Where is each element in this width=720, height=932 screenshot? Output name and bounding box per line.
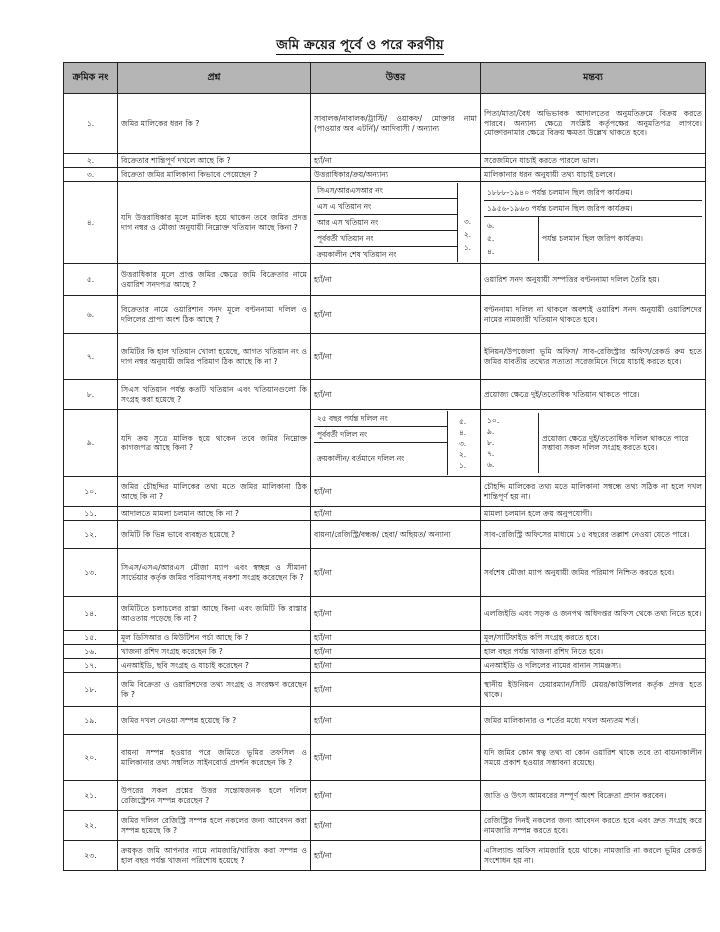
row-number: ৭. bbox=[64, 334, 118, 380]
row-remark: সরেজমিনে যাচাই করতে পারলে ভাল। bbox=[481, 154, 706, 168]
sub-answer: ২৫ বছর পর্যন্ত দলিল নং bbox=[314, 411, 448, 427]
sub-number: ৩. bbox=[459, 439, 467, 448]
row-number: ২০. bbox=[64, 735, 118, 781]
sub-number: ১. bbox=[459, 461, 467, 470]
row-remark: যদি জমির কোন স্বত্ব তথ্য বা কোন ওয়ারিশ থাকে তবে তা বায়নাকালীন সময়ে প্রকাশ হওয়ার সম্ভাবনা রয়েছে। bbox=[481, 735, 706, 781]
remark-number: ১০. bbox=[487, 416, 500, 425]
row-question: যদি ক্রয় সূত্রে মালিক হয়ে থাকেন তবে জমির নিম্নোক্ত কাগজপত্র আছে কিনা ? bbox=[118, 410, 311, 477]
sub-answer: ক্রয়কালীন শেষ খতিয়ান নং bbox=[317, 249, 397, 259]
sub-number: ৩. bbox=[463, 217, 472, 226]
sub-number: ৫. bbox=[459, 417, 467, 426]
row-remark: এলজিইডি এবং সড়ক ও জনপথ অধিদপ্তর অফিস থেকে তথ্য নিতে হবে। bbox=[481, 597, 706, 631]
row-number: ১৪. bbox=[64, 597, 118, 631]
sub-number: ২. bbox=[463, 230, 472, 239]
row-answer: সাবালক/নাবালক/ট্রাস্টি/ ওয়াকফ/ মোক্তার নামা (পাওয়ার অব এটর্নি)/ আদিবাসী / অন্যান্য bbox=[311, 94, 481, 154]
header-answer: উত্তর bbox=[311, 63, 481, 94]
row-question: যদি উত্তরাধিকার মূলে মালিক হয়ে থাকেন তবে জমির প্রদত্ত দাগ নম্বর ও মৌজা অনুযায়ী নিম্নোক্ত খতিয়ান আছে কিনা ? bbox=[118, 182, 311, 264]
header-question: প্রশ্ন bbox=[118, 63, 311, 94]
row-remark-group bbox=[481, 182, 706, 264]
row-question: জমিটি কি ভিন্ন ভাবে ব্যবহৃত হয়েছে ? bbox=[118, 521, 311, 549]
row-remark-group bbox=[481, 410, 706, 477]
row-number: ১. bbox=[64, 94, 118, 154]
row-question: আদালতে মামলা চলমান আছে কি না ? bbox=[118, 507, 311, 521]
table-header-row bbox=[64, 63, 706, 94]
remark-text: পর্যন্ত চলমান ছিল জরিপ কার্যক্রম। bbox=[542, 233, 644, 243]
table-row bbox=[64, 477, 706, 507]
table-row bbox=[64, 597, 706, 631]
row-question: জমির চৌহদ্দির মালিকের তথ্য মতে জমির মালিকানা ঠিক আছে কি না ? bbox=[118, 477, 311, 507]
remark-number: ৮. bbox=[487, 438, 495, 447]
table-row bbox=[64, 521, 706, 549]
table-row bbox=[64, 673, 706, 707]
row-remark: চৌহদ্দি মালিকের তথ্য মতে মালিকানা সম্বন্ধে তথ্য সঠিক না হলে দখল শান্তিপূর্ণ হয় না। bbox=[481, 477, 706, 507]
remark-number: ৪. bbox=[487, 246, 495, 256]
row-answer: হ্যাঁ/না bbox=[311, 597, 481, 631]
table-row bbox=[64, 811, 706, 841]
row-answer: হ্যাঁ/না bbox=[311, 735, 481, 781]
header-sl: ক্রমিক নং bbox=[64, 63, 118, 94]
table-row bbox=[64, 380, 706, 410]
row-remark: রেজিস্ট্রির দিনই নকলের জন্য আবেদন করতে হবে এবং দ্রুত সংগ্রহ করে নামজারি সম্পন্ন করতে হবে। bbox=[481, 811, 706, 841]
row-question: জমির দখল নেওয়া সম্পন্ন হয়েছে কি ? bbox=[118, 707, 311, 735]
row-number: ১২. bbox=[64, 521, 118, 549]
row-number: ১৭. bbox=[64, 659, 118, 673]
table-row bbox=[64, 781, 706, 811]
table-row bbox=[64, 168, 706, 182]
row-remark: ওয়ারিশ সনদ অনুযায়ী সম্পত্তির বণ্টননামা দলিল তৈরি হয়। bbox=[481, 264, 706, 296]
sub-answer: এস এ খতিয়ান নং bbox=[314, 199, 457, 215]
remark-text: প্রয়োজ্য ক্ষেত্রে দুই/ততোধিক দলিল থাকতে পারে সম্ভাব্য সকল দলিল সংগ্রহ করতে হবে। bbox=[542, 433, 689, 452]
row-answer: উত্তরাধিকার/ক্রয়/অন্যান্য bbox=[311, 168, 481, 182]
sub-answer: পূর্ববর্তী খতিয়ান নং bbox=[314, 231, 457, 247]
table-row bbox=[64, 94, 706, 154]
row-remark: পিতা/মাতা/বৈধ অভিভাবক আদালতের অনুমতিক্রমে বিক্রয় করতে পারবে। অন্যান্য ক্ষেত্রে সংশ্লিষ্ট কর্তৃপক্ষের অনুমতিপত্র লাগবে। মোক্তারনামার ক্ষেত্রে বিক্রয় ক্ষমতা উল্লেখ থাকতে হবে। bbox=[481, 94, 706, 154]
row-remark: সাব-রেজিস্ট্রি অফিসের মাধ্যমে ১৫ বছরের তল্লাশ নেওয়া যেতে পারে। bbox=[481, 521, 706, 549]
sub-answer: ক্রয়কালীন/ বর্তমানে দলিল নং bbox=[317, 454, 405, 464]
table-row bbox=[64, 334, 706, 380]
row-question: বায়না সম্পন্ন হওয়ার পরে জমিতে ভূমির তফসিল ও মালিকানার তথ্য সম্বলিত সাইনবোর্ড প্রদর্শন করেছেন কি ? bbox=[118, 735, 311, 781]
row-remark: স্থানীয় ইউনিয়ন চেয়ারম্যান/সিটি মেয়র/কাউন্সিলর কর্তৃক প্রদত্ত হতে থাকে। bbox=[481, 673, 706, 707]
row-question: বিক্রেতার নামে ওয়ারিশান সনদ মূলে বণ্টননামা দলিল ও দলিলের প্রাপ্য অংশ ঠিক আছে ? bbox=[118, 296, 311, 334]
row-remark: প্রয়োজ্য ক্ষেত্রে দুই/ততোধিক খতিয়ান থাকতে পারে। bbox=[481, 380, 706, 410]
row-answer: হ্যাঁ/না bbox=[311, 631, 481, 645]
remark-number: ৫. bbox=[487, 233, 495, 243]
row-remark: বণ্টননামা দলিল না থাকলে অবশ্যই ওয়ারিশ সনদ অনুযায়ী ওয়ারিশদের নামের নামজারী খতিয়ান থাকতে হবে। bbox=[481, 296, 706, 334]
row-answer: হ্যাঁ/না bbox=[311, 154, 481, 168]
remark-number: ৬. bbox=[487, 220, 495, 230]
row-number: ১০. bbox=[64, 477, 118, 507]
page-title: জমি ক্রয়ের পূর্বে ও পরে করণীয় bbox=[276, 38, 444, 53]
table-row bbox=[64, 707, 706, 735]
remark-line: ১৮৮৮-১৯৪০ পর্যন্ত চলমান ছিল জরিপ কার্যক্রম। bbox=[484, 185, 702, 201]
row-answer: হ্যাঁ/না bbox=[311, 296, 481, 334]
row-number: ১৮. bbox=[64, 673, 118, 707]
row-number: ২১. bbox=[64, 781, 118, 811]
row-question: জমি বিক্রেতা ও ওয়ারিশদের তথ্য সংগ্রহ ও সংরক্ষণ করেছেন কি ? bbox=[118, 673, 311, 707]
row-question: বিক্রেতা জমির মালিকানা কিভাবে পেয়েছেন ? bbox=[118, 168, 311, 182]
row-question: জমিটির কি হাল খতিয়ান খোলা হয়েছে, আগত খতিয়ান নং ও দাগ নম্বর অনুযায়ী জমির পরিমাণ ঠিক আছে কি না ? bbox=[118, 334, 311, 380]
row-question: খাজনা রশিদ সংগ্রহ করেছেন কি ? bbox=[118, 645, 311, 659]
sub-answer: সিএস/আরএসআর নং bbox=[314, 183, 457, 199]
table-row bbox=[64, 735, 706, 781]
table-row bbox=[64, 507, 706, 521]
row-answer: হ্যাঁ/না bbox=[311, 811, 481, 841]
row-question: উত্তরাধিকার মূলে প্রাপ্ত জমির ক্ষেত্রে জমি বিক্রেতার নামে ওয়ারিশ সনদপত্র আছে ? bbox=[118, 264, 311, 296]
row-number: ১১. bbox=[64, 507, 118, 521]
row-answer: হ্যাঁ/না bbox=[311, 264, 481, 296]
row-number: ২৩. bbox=[64, 841, 118, 871]
row-question: উপরের সকল প্রশ্নের উত্তর সন্তোষজনক হলে দলিল রেজিস্ট্রেশন সম্পন্ন করেছেন ? bbox=[118, 781, 311, 811]
row-remark: মালিকানার ধরন অনুযায়ী তথ্য যাচাই চলবে। bbox=[481, 168, 706, 182]
remark-number: ৬. bbox=[487, 460, 495, 469]
row-number: ২. bbox=[64, 154, 118, 168]
row-remark: ইনিয়ন/উপজেলা ভূমি অফিস/ সাব-রেজিস্ট্রার অফিস/রেকর্ড রুম হতে জমির যাবতীয় তথ্যের সত্যতা সরেজমিনে গিয়ে যাচাই করতে হবে। bbox=[481, 334, 706, 380]
row-number: ৮. bbox=[64, 380, 118, 410]
row-number: ১৬. bbox=[64, 645, 118, 659]
row-remark: মামলা চলমান হলে ক্রয় অনুপযোগী। bbox=[481, 507, 706, 521]
row-number: ৬. bbox=[64, 296, 118, 334]
row-number: ৫. bbox=[64, 264, 118, 296]
table-row bbox=[64, 296, 706, 334]
row-answer: বায়না/রেজিস্ট্রি/বন্ধক/ হেবা/ অছিয়ত/ অন্যান্য bbox=[311, 521, 481, 549]
row-number: ২২. bbox=[64, 811, 118, 841]
row-question: বিক্রেতার শান্তিপূর্ণ দখলে আছে কি ? bbox=[118, 154, 311, 168]
row-question: জমির দলিল রেজিস্ট্রি সম্পন্ন হলে নকলের জন্য আবেদন করা সম্পন্ন হয়েছে কি ? bbox=[118, 811, 311, 841]
row-remark: মূল/সার্টিফাইড কপি সংগ্রহ করতে হবে। bbox=[481, 631, 706, 645]
row-question: সিএস খতিয়ান পর্যন্ত কতটি খতিয়ান এবং খতিয়ানগুলো কি সংগ্রহ করা হয়েছে ? bbox=[118, 380, 311, 410]
sub-answer: পূর্ববর্তী দলিল নং bbox=[314, 427, 448, 443]
row-remark: সর্বশেষ মৌজা ম্যাপ অনুযায়ী জমির পরিমাপ নিশ্চিত করতে হবে। bbox=[481, 549, 706, 597]
row-answer: হ্যাঁ/না bbox=[311, 549, 481, 597]
header-remark: মন্তব্য bbox=[481, 63, 706, 94]
row-answer-group bbox=[311, 182, 481, 264]
row-remark: হাল বছর পর্যন্ত খাজনা রশিদ নিতে হবে। bbox=[481, 645, 706, 659]
row-question: সিএস/এসএ/আরএস মৌজা ম্যাপ এবং স্বচ্ছন্ন ও সীমানা সার্ভেয়ার কর্তৃক জমির পরিমাপসহ নকশা সংগ্রহ করেছেন কি ? bbox=[118, 549, 311, 597]
row-remark: জমির মালিকানার ও শর্তের মধ্যে দখল অন্যতম শর্ত। bbox=[481, 707, 706, 735]
row-answer: হ্যাঁ/না bbox=[311, 477, 481, 507]
table-row bbox=[64, 841, 706, 871]
row-number: ৩. bbox=[64, 168, 118, 182]
row-question: এনআইডি, ছবি সংগ্রহ ও যাচাই করেছেন ? bbox=[118, 659, 311, 673]
remark-line: ১৯৫৬-১৯৬৩ পর্যন্ত চলমান ছিল জরিপ কার্যক্রম। bbox=[484, 201, 702, 217]
row-answer: হ্যাঁ/না bbox=[311, 507, 481, 521]
table-row bbox=[64, 264, 706, 296]
row-question: ক্রয়কৃত জমি আপনার নামে নামজারি/খারিজ করা সম্পন্ন ও হাল বছর পর্যন্ত খাজনা পরিশোধ হয়েছে ? bbox=[118, 841, 311, 871]
row-answer: হ্যাঁ/না bbox=[311, 645, 481, 659]
row-answer: হ্যাঁ/না bbox=[311, 659, 481, 673]
table-row bbox=[64, 631, 706, 645]
row-question: মূল ডিসিআর ও মিউটিশন পর্চা আছে কি ? bbox=[118, 631, 311, 645]
row-answer: হ্যাঁ/না bbox=[311, 707, 481, 735]
remark-number: ৯. bbox=[487, 427, 495, 436]
row-number: ১৫. bbox=[64, 631, 118, 645]
table-row bbox=[64, 549, 706, 597]
checklist-table bbox=[63, 62, 706, 871]
row-remark: এসিল্যান্ড অফিস নামজারি হয়ে থাকে। নামজারি না করলে ভূমির রেকর্ড সংশোধন হয় না। bbox=[481, 841, 706, 871]
sub-number: ২. bbox=[459, 450, 467, 459]
row-question: জমিটিতে চলাচলের রাস্তা আছে কিনা এবং জমিটি কি রাস্তার আওতায় পড়েছে কি না ? bbox=[118, 597, 311, 631]
sub-number: ১. bbox=[463, 243, 472, 252]
table-row bbox=[64, 659, 706, 673]
row-answer: হ্যাঁ/না bbox=[311, 841, 481, 871]
table-row bbox=[64, 645, 706, 659]
row-answer: হ্যাঁ/না bbox=[311, 673, 481, 707]
row-number: ৪. bbox=[64, 182, 118, 264]
table-row bbox=[64, 410, 706, 477]
sub-answer: আর এস খতিয়ান নং bbox=[314, 215, 457, 231]
row-remark: এনআইডি ও দলিলের নামের বানান সামঞ্জস্য। bbox=[481, 659, 706, 673]
table-row bbox=[64, 154, 706, 168]
row-remark: জাতি ও উৎস আমবরের সম্পূর্ণ অংশ বিক্রেতা প্রদান করবেন। bbox=[481, 781, 706, 811]
row-answer-group bbox=[311, 410, 481, 477]
row-number: ৯. bbox=[64, 410, 118, 477]
table-row bbox=[64, 182, 706, 264]
row-answer: হ্যাঁ/না bbox=[311, 334, 481, 380]
sub-number: ৪. bbox=[459, 428, 467, 437]
row-answer: হ্যাঁ/না bbox=[311, 380, 481, 410]
row-question: জমির মালিকের ধরন কি ? bbox=[118, 94, 311, 154]
remark-number: ৭. bbox=[487, 449, 495, 458]
row-answer: হ্যাঁ/না bbox=[311, 781, 481, 811]
row-number: ১৯. bbox=[64, 707, 118, 735]
row-number: ১৩. bbox=[64, 549, 118, 597]
